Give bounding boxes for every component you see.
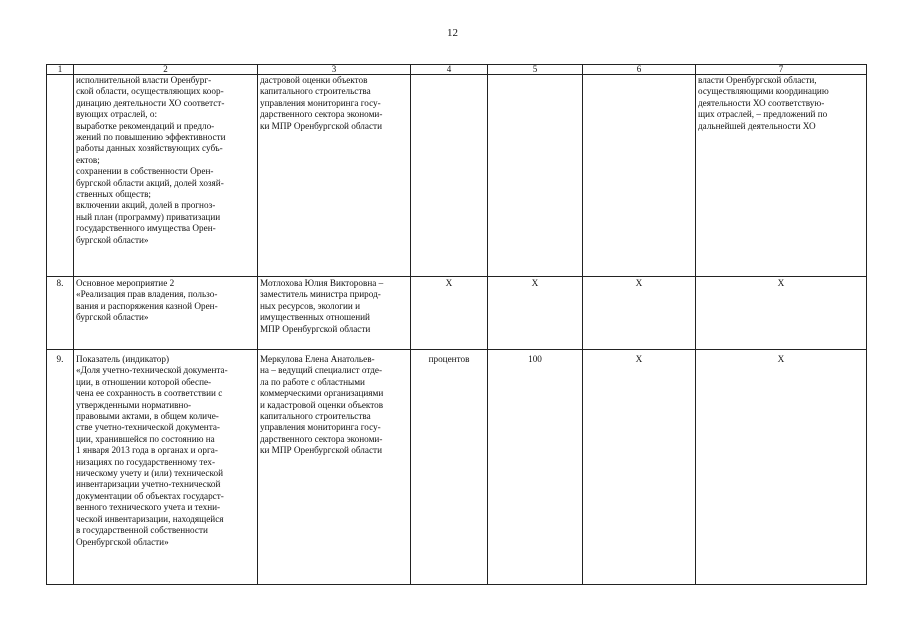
activity-cell xyxy=(74,75,258,277)
value-cell: 100 xyxy=(488,350,583,585)
value-cell xyxy=(488,75,583,277)
responsible-text: Мотлохова Юлия Викторовна – заместитель министра природ- ных ресурсов, экологии и имущественных отношений МПР Оренбургской области xyxy=(260,278,384,334)
header-cell: 5 xyxy=(488,65,583,75)
col6-cell xyxy=(583,75,696,277)
header-cell: 2 xyxy=(74,65,258,75)
value-cell: X xyxy=(488,277,583,350)
program-table xyxy=(46,64,867,585)
header-cell: 3 xyxy=(258,65,411,75)
header-cell: 1 xyxy=(47,65,74,75)
activity-text: Основное мероприятие 2 «Реализация прав владения, пользо- вания и распоряжения казной Орен- бургской области» xyxy=(76,278,218,323)
col6-cell: X xyxy=(583,350,696,585)
responsible-cell xyxy=(258,277,411,350)
responsible-cell xyxy=(258,350,411,585)
activity-text: Показатель (индикатор) «Доля учетно-технической документа- ции, в отношении которой обеспе- чена ее сохранность в соответствии с утвержденными нормативно- правовыми актами, в общем количе- стве учетно-технической документа- ции, хранившейся по состоянию на 1 января 2013 года в органах и орга- низациях по государственному тех- ническому учету и (или) технической инвентаризации учетно-технической документации об объектах государст- венного технического учета и техни- ческой инвентаризации, находящейся в государственной собственности Оренбургской области» xyxy=(76,354,228,547)
unit-cell: процентов xyxy=(411,350,488,585)
activity-cell xyxy=(74,350,258,585)
header-row xyxy=(47,65,867,75)
activity-text: исполнительной власти Оренбург- ской области, осуществляющих коор- динацию деятельности ХО соответст- вующих отраслей, о: выработке рекомендаций и предло- жений по повышению эффективности работы данных хозяйствующих субъ- ектов; сохранении в собственности Орен- бургской области акций, долей хозяй- ственных обществ; включении акций, долей в прогноз- ный план (программу) приватизации государственного имущества Орен- бургской области» xyxy=(76,75,226,245)
result-cell xyxy=(696,75,867,277)
row-number xyxy=(47,75,74,277)
responsible-text: Меркулова Елена Анатольев- на – ведущий специалист отде- ла по работе с областными коммерческими организациями и кадастровой оценки объектов капитального строительства управления мониторинга госу- дарственного сектора экономи- ки МПР Оренбургской области xyxy=(260,354,384,456)
unit-cell xyxy=(411,75,488,277)
header-cell: 4 xyxy=(411,65,488,75)
header-cell: 6 xyxy=(583,65,696,75)
responsible-text: дастровой оценки объектов капитального строительства управления мониторинга госу- дарственного сектора экономи- ки МПР Оренбургской области xyxy=(260,75,383,131)
page-number: 12 xyxy=(447,27,458,39)
responsible-cell xyxy=(258,75,411,277)
table-row xyxy=(47,277,867,350)
result-cell: X xyxy=(696,350,867,585)
unit-cell: X xyxy=(411,277,488,350)
result-cell: X xyxy=(696,277,867,350)
table-row xyxy=(47,350,867,585)
result-text: власти Оренбургской области, осуществляющими координацию деятельности ХО соответствую- щих отраслей, – предложений по дальнейшей деятельности ХО xyxy=(698,75,829,131)
header-cell: 7 xyxy=(696,65,867,75)
table-row xyxy=(47,75,867,277)
row-number: 8. xyxy=(47,277,74,350)
row-number: 9. xyxy=(47,350,74,585)
activity-cell xyxy=(74,277,258,350)
col6-cell: X xyxy=(583,277,696,350)
